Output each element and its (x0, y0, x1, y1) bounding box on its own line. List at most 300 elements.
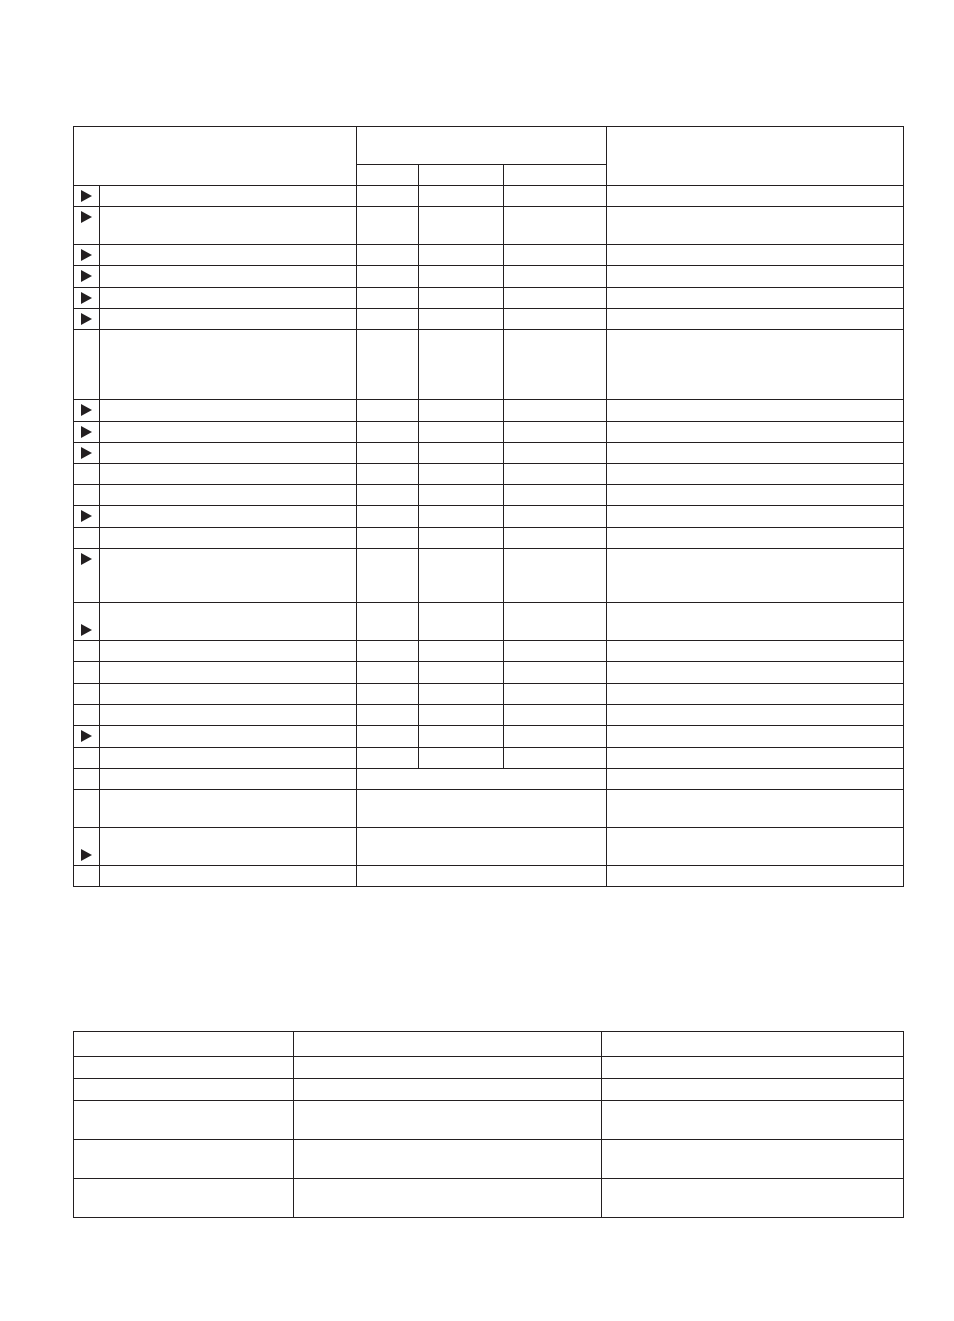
value-a-text (357, 464, 418, 468)
value-c-text (504, 641, 606, 645)
secondary-cell-text (602, 1057, 903, 1061)
secondary-cell-text (602, 1140, 903, 1144)
item-cell (100, 684, 357, 705)
value-b-cell (419, 726, 504, 748)
value-c-text (504, 528, 606, 532)
remarks-cell (607, 443, 904, 464)
secondary-cell (602, 1032, 904, 1057)
secondary-cell-text (602, 1079, 903, 1083)
header-group-text (357, 127, 606, 131)
secondary-cell (294, 1179, 602, 1218)
table-row (74, 266, 904, 288)
value-a-text (357, 207, 418, 211)
merged-value-cell (357, 790, 607, 828)
item-text (100, 748, 356, 752)
value-c-cell (504, 485, 607, 506)
table-row (74, 207, 904, 245)
item-text (100, 266, 356, 270)
value-a-cell (357, 330, 419, 400)
item-cell (100, 769, 357, 790)
subheader-b-cell (419, 165, 504, 186)
item-cell (100, 245, 357, 266)
value-c-text (504, 443, 606, 447)
triangle-right-icon (81, 292, 92, 304)
secondary-cell (74, 1057, 294, 1079)
header-remarks-cell (607, 127, 904, 186)
value-a-text (357, 309, 418, 313)
value-a-cell (357, 705, 419, 726)
value-c-cell (504, 400, 607, 422)
value-b-cell (419, 464, 504, 485)
value-c-cell (504, 443, 607, 464)
value-b-text (419, 309, 503, 313)
remarks-cell (607, 330, 904, 400)
marker-cell (74, 485, 100, 506)
item-text (100, 662, 356, 666)
remarks-text (607, 748, 903, 752)
marker-cell (74, 207, 100, 245)
remarks-cell (607, 790, 904, 828)
value-b-text (419, 400, 503, 404)
item-cell (100, 464, 357, 485)
secondary-cell-text (602, 1179, 903, 1183)
remarks-text (607, 769, 903, 773)
value-c-cell (504, 288, 607, 309)
item-cell (100, 748, 357, 769)
item-cell (100, 309, 357, 330)
value-c-text (504, 464, 606, 468)
table-row (74, 705, 904, 726)
value-b-text (419, 641, 503, 645)
table-row (74, 684, 904, 705)
item-text (100, 464, 356, 468)
value-a-cell (357, 443, 419, 464)
value-a-text (357, 705, 418, 709)
table-row (74, 641, 904, 662)
marker-cell (74, 309, 100, 330)
marker-cell (74, 266, 100, 288)
remarks-text (607, 266, 903, 270)
secondary-cell-text (74, 1179, 293, 1183)
value-b-text (419, 207, 503, 211)
secondary-cell (74, 1140, 294, 1179)
value-c-cell (504, 207, 607, 245)
secondary-cell-text (74, 1032, 293, 1036)
table-row (74, 485, 904, 506)
value-b-text (419, 266, 503, 270)
table-row (74, 790, 904, 828)
table-row (74, 528, 904, 549)
value-c-cell (504, 422, 607, 443)
value-b-text (419, 528, 503, 532)
value-c-cell (504, 186, 607, 207)
remarks-cell (607, 207, 904, 245)
remarks-cell (607, 603, 904, 641)
secondary-cell-text (74, 1079, 293, 1083)
value-a-text (357, 684, 418, 688)
remarks-cell (607, 485, 904, 506)
value-b-text (419, 245, 503, 249)
value-c-text (504, 485, 606, 489)
remarks-text (607, 207, 903, 211)
value-c-text (504, 603, 606, 607)
marker-cell (74, 748, 100, 769)
value-b-cell (419, 662, 504, 684)
secondary-cell (74, 1179, 294, 1218)
value-b-text (419, 186, 503, 190)
value-c-text (504, 549, 606, 553)
value-a-cell (357, 603, 419, 641)
secondary-cell-text (602, 1101, 903, 1105)
remarks-text (607, 641, 903, 645)
value-a-cell (357, 641, 419, 662)
marker-cell (74, 330, 100, 400)
marker-cell (74, 186, 100, 207)
value-a-text (357, 641, 418, 645)
item-cell (100, 866, 357, 887)
remarks-cell (607, 186, 904, 207)
value-b-text (419, 748, 503, 752)
secondary-cell (602, 1079, 904, 1101)
secondary-cell (294, 1079, 602, 1101)
subheader-c-cell (504, 165, 607, 186)
remarks-cell (607, 506, 904, 528)
item-cell (100, 726, 357, 748)
secondary-cell (602, 1057, 904, 1079)
item-cell (100, 207, 357, 245)
remarks-cell (607, 748, 904, 769)
value-c-text (504, 245, 606, 249)
value-b-cell (419, 443, 504, 464)
value-c-text (504, 207, 606, 211)
secondary-cell (294, 1057, 602, 1079)
triangle-right-icon (81, 447, 92, 459)
value-c-text (504, 726, 606, 730)
value-c-cell (504, 641, 607, 662)
marker-cell (74, 422, 100, 443)
remarks-text (607, 828, 903, 832)
item-text (100, 528, 356, 532)
marker-cell (74, 464, 100, 485)
secondary-cell (74, 1032, 294, 1057)
item-cell (100, 288, 357, 309)
table-row (74, 662, 904, 684)
value-b-text (419, 662, 503, 666)
merged-value-text (357, 866, 606, 870)
value-c-text (504, 288, 606, 292)
value-a-text (357, 422, 418, 426)
value-b-text (419, 330, 503, 334)
item-text (100, 422, 356, 426)
item-text (100, 641, 356, 645)
marker-cell (74, 528, 100, 549)
value-a-text (357, 506, 418, 510)
secondary-table-body (74, 1032, 904, 1218)
value-a-cell (357, 186, 419, 207)
value-b-cell (419, 485, 504, 506)
value-b-cell (419, 641, 504, 662)
value-a-text (357, 726, 418, 730)
marker-cell (74, 603, 100, 641)
value-b-text (419, 726, 503, 730)
table-row (74, 549, 904, 603)
secondary-cell-text (602, 1032, 903, 1036)
value-b-cell (419, 288, 504, 309)
item-cell (100, 528, 357, 549)
value-c-text (504, 309, 606, 313)
value-c-text (504, 705, 606, 709)
value-b-cell (419, 207, 504, 245)
triangle-right-icon (81, 190, 92, 202)
remarks-cell (607, 684, 904, 705)
table-row (74, 1032, 904, 1057)
remarks-text (607, 485, 903, 489)
secondary-cell-text (294, 1101, 601, 1105)
value-a-text (357, 662, 418, 666)
merged-value-cell (357, 866, 607, 887)
secondary-cell-text (294, 1079, 601, 1083)
value-a-text (357, 288, 418, 292)
value-c-text (504, 662, 606, 666)
merged-value-cell (357, 828, 607, 866)
value-b-cell (419, 684, 504, 705)
value-c-cell (504, 506, 607, 528)
item-text (100, 866, 356, 870)
value-a-cell (357, 684, 419, 705)
remarks-text (607, 400, 903, 404)
value-a-cell (357, 662, 419, 684)
remarks-cell (607, 288, 904, 309)
item-text (100, 309, 356, 313)
table-row (74, 726, 904, 748)
value-b-cell (419, 528, 504, 549)
item-cell (100, 266, 357, 288)
value-b-cell (419, 549, 504, 603)
value-c-text (504, 186, 606, 190)
marker-cell (74, 790, 100, 828)
item-text (100, 186, 356, 190)
item-cell (100, 485, 357, 506)
table-row (74, 866, 904, 887)
subheader-a-text (357, 165, 418, 169)
table-row (74, 506, 904, 528)
triangle-right-icon (81, 849, 92, 861)
remarks-text (607, 186, 903, 190)
value-a-text (357, 443, 418, 447)
value-c-cell (504, 705, 607, 726)
header-group-cell (357, 127, 607, 165)
triangle-right-icon (81, 510, 92, 522)
remarks-cell (607, 726, 904, 748)
secondary-cell-text (74, 1101, 293, 1105)
value-c-text (504, 400, 606, 404)
item-text (100, 288, 356, 292)
value-a-text (357, 549, 418, 553)
main-table-body (74, 186, 904, 887)
value-a-cell (357, 528, 419, 549)
value-b-text (419, 705, 503, 709)
value-a-cell (357, 266, 419, 288)
remarks-cell (607, 309, 904, 330)
secondary-cell (294, 1032, 602, 1057)
item-text (100, 705, 356, 709)
triangle-right-icon (81, 624, 92, 636)
value-b-cell (419, 266, 504, 288)
value-b-cell (419, 422, 504, 443)
value-c-cell (504, 549, 607, 603)
value-c-cell (504, 330, 607, 400)
remarks-cell (607, 528, 904, 549)
remarks-cell (607, 266, 904, 288)
triangle-right-icon (81, 426, 92, 438)
item-text (100, 769, 356, 773)
remarks-text (607, 464, 903, 468)
table-row (74, 1179, 904, 1218)
value-a-text (357, 330, 418, 334)
table-row (74, 186, 904, 207)
triangle-right-icon (81, 211, 92, 223)
marker-cell (74, 662, 100, 684)
value-a-cell (357, 464, 419, 485)
secondary-cell (74, 1079, 294, 1101)
remarks-text (607, 705, 903, 709)
value-a-cell (357, 485, 419, 506)
item-cell (100, 603, 357, 641)
value-a-cell (357, 245, 419, 266)
value-c-cell (504, 662, 607, 684)
item-cell (100, 828, 357, 866)
value-b-text (419, 603, 503, 607)
marker-cell (74, 549, 100, 603)
table-row (74, 1057, 904, 1079)
value-b-text (419, 684, 503, 688)
marker-cell (74, 705, 100, 726)
remarks-text (607, 790, 903, 794)
secondary-cell-text (294, 1057, 601, 1061)
value-c-text (504, 422, 606, 426)
table-row (74, 1079, 904, 1101)
value-a-cell (357, 422, 419, 443)
item-cell (100, 549, 357, 603)
item-cell (100, 330, 357, 400)
remarks-text (607, 662, 903, 666)
remarks-text (607, 603, 903, 607)
value-b-cell (419, 309, 504, 330)
header-item-text (74, 127, 356, 131)
marker-cell (74, 506, 100, 528)
value-b-cell (419, 245, 504, 266)
value-b-text (419, 485, 503, 489)
remarks-text (607, 726, 903, 730)
remarks-cell (607, 549, 904, 603)
item-text (100, 485, 356, 489)
table-row (74, 400, 904, 422)
value-b-text (419, 443, 503, 447)
remarks-text (607, 245, 903, 249)
item-text (100, 684, 356, 688)
value-a-text (357, 485, 418, 489)
item-cell (100, 422, 357, 443)
value-b-cell (419, 400, 504, 422)
marker-cell (74, 245, 100, 266)
value-b-cell (419, 705, 504, 726)
secondary-cell-text (74, 1140, 293, 1144)
value-b-cell (419, 330, 504, 400)
marker-cell (74, 726, 100, 748)
remarks-text (607, 549, 903, 553)
secondary-cell-text (74, 1057, 293, 1061)
value-c-cell (504, 528, 607, 549)
value-a-text (357, 266, 418, 270)
value-a-text (357, 603, 418, 607)
item-cell (100, 506, 357, 528)
subheader-a-cell (357, 165, 419, 186)
remarks-cell (607, 464, 904, 485)
marker-cell (74, 866, 100, 887)
item-cell (100, 705, 357, 726)
header-remarks-text (607, 127, 903, 131)
value-c-text (504, 748, 606, 752)
triangle-right-icon (81, 553, 92, 565)
table-row (74, 288, 904, 309)
value-b-cell (419, 748, 504, 769)
value-a-text (357, 748, 418, 752)
secondary-cell (602, 1140, 904, 1179)
remarks-text (607, 866, 903, 870)
value-c-cell (504, 309, 607, 330)
value-a-text (357, 186, 418, 190)
remarks-cell (607, 422, 904, 443)
item-text (100, 790, 356, 794)
table-row (74, 422, 904, 443)
item-text (100, 603, 356, 607)
value-b-cell (419, 186, 504, 207)
triangle-right-icon (81, 249, 92, 261)
value-a-text (357, 400, 418, 404)
table-row (74, 443, 904, 464)
value-c-text (504, 506, 606, 510)
remarks-cell (607, 400, 904, 422)
value-a-cell (357, 207, 419, 245)
item-text (100, 828, 356, 832)
value-a-cell (357, 309, 419, 330)
item-cell (100, 790, 357, 828)
secondary-cell (74, 1101, 294, 1140)
value-c-text (504, 266, 606, 270)
value-b-cell (419, 506, 504, 528)
marker-cell (74, 400, 100, 422)
triangle-right-icon (81, 404, 92, 416)
secondary-table (73, 1031, 904, 1218)
item-text (100, 443, 356, 447)
value-a-cell (357, 288, 419, 309)
value-b-text (419, 464, 503, 468)
header-row (74, 127, 904, 165)
remarks-text (607, 684, 903, 688)
value-b-text (419, 549, 503, 553)
secondary-cell (294, 1101, 602, 1140)
remarks-text (607, 506, 903, 510)
item-text (100, 549, 356, 553)
table-row (74, 1101, 904, 1140)
secondary-cell-text (294, 1032, 601, 1036)
marker-cell (74, 641, 100, 662)
main-table (73, 126, 904, 887)
remarks-text (607, 330, 903, 334)
value-c-cell (504, 245, 607, 266)
secondary-cell (602, 1101, 904, 1140)
value-b-text (419, 422, 503, 426)
